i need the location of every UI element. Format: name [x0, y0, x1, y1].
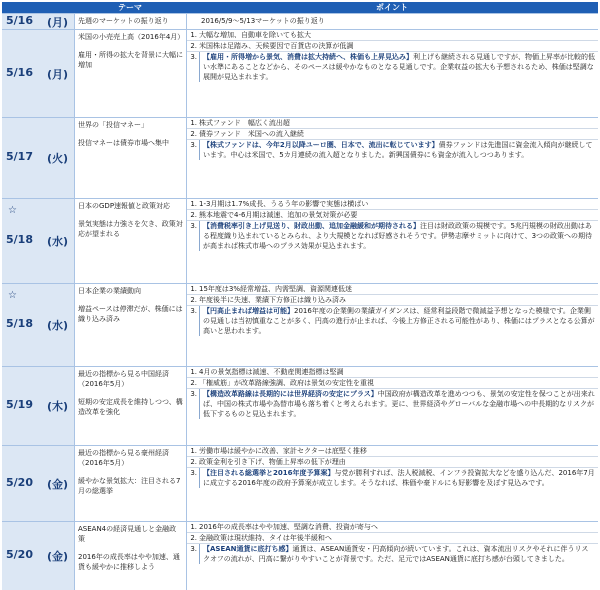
point-text-block [199, 30, 598, 40]
point-item [187, 378, 598, 389]
point-text-block [199, 52, 598, 82]
point-emphasis: 【構造改革路線は長期的には世界経済の安定にプラス】 [203, 390, 378, 398]
theme-subtitle: 増益ペースは停滞だが、株価には織り込み済み [78, 305, 183, 323]
points-cell [187, 522, 598, 590]
date-cell [2, 30, 75, 117]
theme-cell [75, 14, 187, 29]
points-cell [187, 30, 598, 117]
point-text-block [199, 129, 598, 139]
theme-subtitle: 短期の安定成長を維持しつつ、構造改革を強化 [78, 398, 183, 416]
point-text: 利上げも継続される見通しですが、物価上昇率が比較的低い水準にあることなどから、そのペースは緩やかなものとなる見通しです。企業収益の拡大も予想されるため、株価は堅調な展開が見込まれます。 [203, 53, 595, 81]
point-text-block [199, 284, 598, 294]
point-number: 1. [190, 200, 197, 208]
star-icon: ☆ [8, 205, 17, 216]
point-item [187, 199, 598, 210]
point-item [187, 284, 598, 295]
point-number: 3. [190, 545, 197, 553]
point-text: 2016/5/9～5/13マーケットの振り返り [201, 17, 325, 25]
date-cell [2, 367, 75, 445]
points-cell [187, 284, 598, 366]
theme-title: 先週のマーケットの振り返り [78, 17, 169, 25]
date-text: 5/18 [6, 233, 33, 246]
point-number: 1. [190, 447, 197, 455]
point-text: 債券ファンド 米国への流入継続 [199, 130, 304, 138]
point-text: 債券ファンドは先進国に資金流入傾向が継続しています。中心は米国で、5カ月連続の流入超となりました。新興国債券にも資金が流入しつつあります。 [203, 141, 593, 159]
point-text: 2016年の成長率はやや加速、堅調な消費、投資が寄与へ [199, 523, 378, 531]
point-number: 3. [190, 53, 197, 61]
point-emphasis: 【消費税率引き上げ見送り、財政出動、追加金融緩和が期待される】 [203, 222, 420, 230]
point-number: 2. [190, 296, 197, 304]
point-text: 米国株は足踏み、天候要因で百貨店の決算が低調 [199, 42, 354, 50]
point-text-block [199, 140, 598, 160]
point-text: 2016年度の企業側の業績ガイダンスは、経常利益段階で微減益予想となった模様です。企業側の見通しは当初慎重なことが多く、円高の進行が止まれば、今後上方修正される可能性があり、株価にはプラスとなる公算が高いと思われます。 [203, 307, 595, 335]
point-text: 熊本地震で4-6月期は減速、追加の景気対策が必要 [199, 211, 358, 219]
theme-title: ASEAN4の経済見通しと金融政策 [78, 525, 177, 543]
header-point: ポイント [376, 3, 408, 12]
point-text: 「権威筋」が改革路線強調、政府は景気の安定性を重視 [199, 379, 374, 387]
theme-subtitle: 緩やかな景気拡大：注目される7月の総選挙 [78, 477, 181, 495]
point-number: 2. [190, 211, 197, 219]
point-item [187, 118, 598, 129]
point-item [187, 14, 598, 28]
point-number: 1. [190, 119, 197, 127]
header-theme: テーマ [118, 3, 142, 12]
table-header [2, 2, 598, 13]
table-body [2, 13, 598, 590]
point-emphasis: 【注目される総選挙と2016年度予算案】 [203, 469, 335, 477]
table-row [2, 445, 598, 521]
point-text-block [201, 14, 598, 28]
table-row [2, 29, 598, 117]
point-text-block [199, 544, 598, 564]
date-cell [2, 284, 75, 366]
date-text: 5/18 [6, 317, 33, 330]
point-number: 1. [190, 523, 197, 531]
report-table [2, 2, 598, 590]
point-number: 2. [190, 458, 197, 466]
point-text-block [199, 468, 598, 488]
point-number: 3. [190, 307, 197, 315]
day-of-week: (木) [46, 400, 68, 413]
point-item [187, 446, 598, 457]
points-cell [187, 367, 598, 445]
point-text-block [199, 533, 598, 543]
point-item [187, 457, 598, 468]
table-row [2, 366, 598, 445]
points-cell [187, 14, 598, 29]
point-number: 2. [190, 42, 197, 50]
theme-subtitle: 投信マネーは債券市場へ集中 [78, 139, 169, 147]
theme-title: 日本のGDP速報値と政策対応 [78, 202, 171, 210]
theme-cell [75, 522, 187, 590]
theme-title: 最近の指標から見る豪州経済（2016年5月） [78, 449, 169, 467]
point-text-block [199, 522, 598, 532]
point-text-block [199, 41, 598, 51]
theme-cell [75, 367, 187, 445]
point-item [187, 306, 598, 336]
point-number: 3. [190, 390, 197, 398]
day-of-week: (水) [46, 235, 68, 248]
day-of-week: (水) [46, 319, 68, 332]
date-text: 5/20 [6, 548, 33, 561]
point-text-block [199, 221, 598, 251]
point-text: 通貨は、ASEAN通貨安・円高傾向が続いています。これは、資本流出リスクやそれに伴うリスクオフの流れが、円高に繋がりやすいことが背景です。ただ、足元ではASEAN通貨に底打ち感が台頭してきました。 [203, 545, 589, 563]
theme-subtitle: 雇用・所得の拡大を背景に大幅に増加 [78, 51, 183, 69]
day-of-week: (金) [46, 477, 68, 491]
theme-cell [75, 284, 187, 366]
theme-cell [75, 446, 187, 521]
point-item [187, 140, 598, 160]
point-item [187, 389, 598, 419]
day-of-week: (火) [46, 152, 68, 165]
point-item [187, 221, 598, 251]
date-text: 5/17 [6, 150, 33, 163]
point-item [187, 468, 598, 488]
point-text: 株式ファンド 幅広く流出超 [199, 119, 290, 127]
point-item [187, 295, 598, 306]
table-row [2, 283, 598, 366]
table-row [2, 117, 598, 198]
point-item [187, 41, 598, 52]
table-row [2, 198, 598, 283]
day-of-week: (金) [46, 550, 68, 563]
point-text-block [199, 210, 598, 220]
point-text-block [199, 457, 598, 467]
day-of-week: (月) [46, 15, 68, 29]
date-cell [2, 118, 75, 198]
point-text: 大幅な増加、自動車を除いても拡大 [199, 31, 311, 39]
point-item [187, 533, 598, 544]
point-text-block [199, 306, 598, 336]
theme-cell [75, 118, 187, 198]
point-text-block [199, 378, 598, 388]
date-cell [2, 14, 75, 29]
point-item [187, 544, 598, 564]
point-item [187, 367, 598, 378]
point-text: 15年度は3%経常増益、内需堅調、資源関連低迷 [199, 285, 353, 293]
theme-title: 最近の指標から見る中国経済（2016年5月） [78, 370, 169, 388]
point-number: 1. [190, 31, 197, 39]
table-row [2, 13, 598, 29]
point-number: 3. [190, 141, 197, 149]
star-icon: ☆ [8, 290, 17, 301]
point-text: 与党が勝利すれば、法人税減税、インフラ投資拡大などを盛り込んだ、2016年7月に成立する2016年度の政府予算案が成立します。そうなれば、株価や豪ドルにも好影響を及ぼす見込みです。 [203, 469, 595, 487]
point-text-block [199, 367, 598, 377]
theme-title: 日本企業の業績動向 [78, 287, 141, 295]
point-text: 1-3月期は1.7%成長、うるう年の影響で実態は横ばい [199, 200, 369, 208]
point-emphasis: 【雇用・所得増から景気、消費は拡大持続へ、株価も上昇見込み】 [203, 53, 413, 61]
theme-subtitle: 景気実態は力強さを欠き、政策対応が望まれる [78, 220, 183, 238]
point-text: 労働市場は緩やかに改善、家計セクターは底堅く推移 [199, 447, 367, 455]
point-text-block [199, 118, 598, 128]
date-text: 5/20 [6, 475, 33, 489]
theme-cell [75, 199, 187, 283]
point-item [187, 210, 598, 221]
point-item [187, 522, 598, 533]
date-cell [2, 199, 75, 283]
point-number: 3. [190, 222, 197, 230]
point-item [187, 129, 598, 140]
day-of-week: (月) [46, 67, 68, 81]
date-cell [2, 446, 75, 521]
theme-title: 米国の小売売上高（2016年4月） [78, 33, 185, 41]
point-number: 1. [190, 368, 197, 376]
point-text-block [199, 446, 598, 456]
point-number: 2. [190, 130, 197, 138]
point-text-block [199, 389, 598, 419]
theme-cell [75, 30, 187, 117]
point-text-block [199, 199, 598, 209]
point-emphasis: 【株式ファンドは、今年2月以降ユーロ圏、日本で、流出に転じています】 [203, 141, 439, 149]
point-number: 2. [190, 379, 197, 387]
date-cell [2, 522, 75, 590]
theme-subtitle: 2016年の成長率はやや加速、通貨も緩やかに推移しよう [78, 553, 180, 571]
date-text: 5/16 [6, 13, 33, 27]
point-item [187, 52, 598, 82]
point-text: 政策金利を引き下げ、物価上昇率の低下が理由 [199, 458, 346, 466]
date-text: 5/16 [6, 65, 33, 79]
point-text: 注目は財政政策の規模です。5兆円規模の財政出動はある程度織り込まれているとみられ、より大規模となれば好感されそうです。伊勢志摩サミットに向けて、3つの政策への期待が高まれば株式市場へのプラス効果が見込まれます。 [203, 222, 593, 250]
points-cell [187, 199, 598, 283]
theme-title: 世界の「投信マネー」 [78, 121, 148, 129]
date-text: 5/19 [6, 398, 33, 411]
point-number: 3. [190, 469, 197, 477]
header-date-cell [2, 2, 74, 13]
points-cell [187, 446, 598, 521]
point-number: 2. [190, 534, 197, 542]
point-text: 年度後半に失速、業績下方修正は織り込み済み [199, 296, 346, 304]
point-text: 金融政策は現状維持、タイは年後半緩和へ [199, 534, 332, 542]
point-text: 中国政府が構造改革を進めつつも、景気の安定性を保つことが出来れば、中国の株式市場や為替市場も落ち着くと考えられます。更に、世界経済やグローバルな金融市場への中長期的なリスクが低下するものと見込まれます。 [203, 390, 595, 418]
point-text-block [199, 295, 598, 305]
point-number: 1. [190, 285, 197, 293]
point-item [187, 30, 598, 41]
table-row [2, 521, 598, 590]
point-emphasis: 【円高止まれば増益は可能】 [203, 307, 294, 315]
points-cell [187, 118, 598, 198]
point-emphasis: 【ASEAN通貨に底打ち感】 [203, 545, 293, 553]
point-text: 4月の景気指標は減速、不動産関連指標は堅調 [199, 368, 344, 376]
